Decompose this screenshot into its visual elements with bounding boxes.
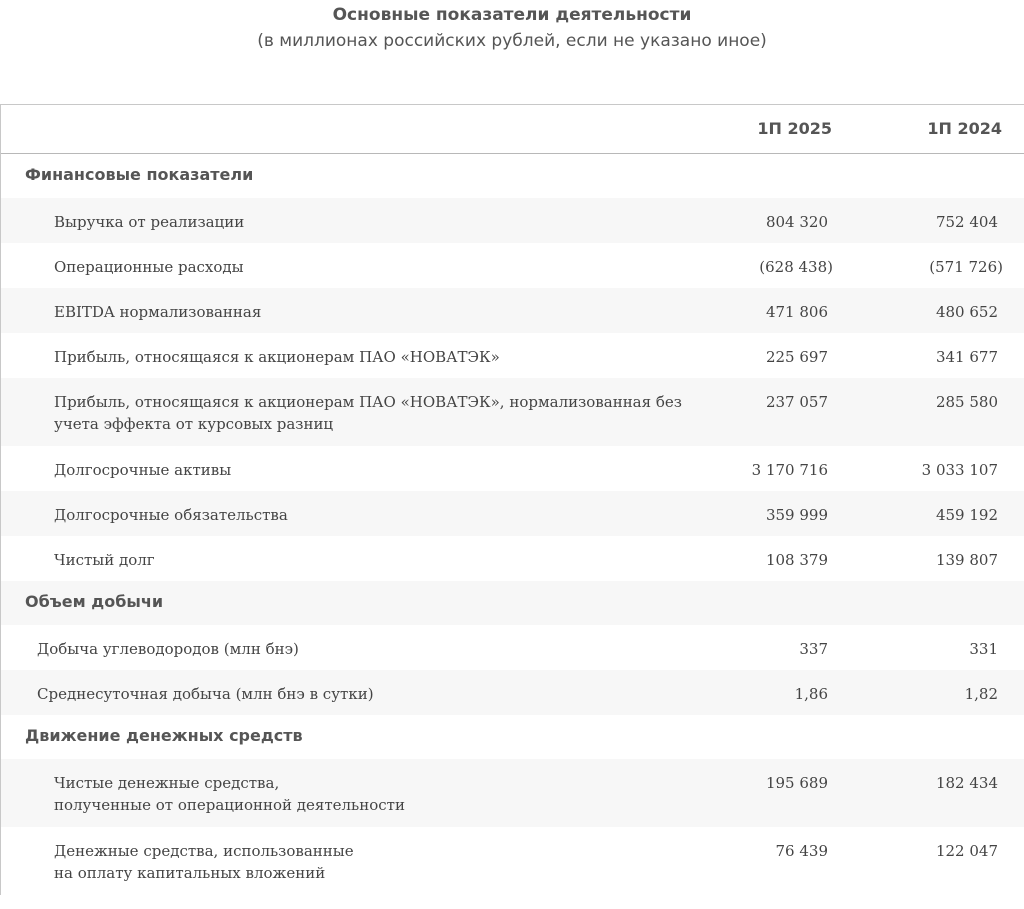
value-1p-2025: 76 439 — [775, 842, 828, 860]
value-1p-2024: 122 047 — [935, 842, 998, 860]
row-label — [54, 840, 694, 884]
row-label-line-1: Денежные средства, использованные — [54, 842, 354, 860]
row-label: Долгосрочные активы — [54, 461, 232, 479]
row-label — [54, 772, 694, 816]
page-title: Основные показатели деятельности — [332, 5, 692, 25]
table-row — [1, 625, 1024, 670]
table-row — [1, 378, 1024, 446]
table-row — [1, 491, 1024, 536]
section-header-production — [1, 581, 1024, 625]
value-1p-2024: 341 677 — [935, 348, 998, 366]
value-1p-2024: 285 580 — [935, 393, 998, 411]
table-header-row — [1, 105, 1024, 154]
row-label — [54, 391, 694, 435]
table-row — [1, 827, 1024, 895]
row-label: Операционные расходы — [54, 258, 244, 276]
row-label: Долгосрочные обязательства — [54, 506, 288, 524]
table-row — [1, 333, 1024, 378]
table-row — [1, 198, 1024, 243]
row-label-line-2: учета эффекта от курсовых разниц — [54, 415, 334, 433]
value-1p-2025: 3 170 716 — [751, 461, 828, 479]
section-header-financial — [1, 154, 1024, 198]
value-1p-2024: 459 192 — [935, 506, 998, 524]
section-title: Объем добычи — [25, 592, 164, 611]
value-1p-2024: 3 033 107 — [921, 461, 998, 479]
section-header-cash-flow — [1, 715, 1024, 759]
table-row — [1, 243, 1024, 288]
row-label-line-1: Прибыль, относящаяся к акционерам ПАО «НОВАТЭК», нормализованная без — [54, 393, 682, 411]
value-1p-2025: 359 999 — [765, 506, 828, 524]
column-header-1p-2025: 1П 2025 — [757, 119, 832, 138]
value-1p-2024: 331 — [969, 640, 998, 658]
section-title: Движение денежных средств — [25, 726, 303, 745]
table-row — [1, 288, 1024, 333]
page-subtitle: (в миллионах российских рублей, если не указано иное) — [257, 31, 767, 51]
row-label: EBITDA нормализованная — [54, 303, 262, 321]
value-1p-2024: 1,82 — [964, 685, 998, 703]
value-1p-2024: 182 434 — [935, 774, 998, 792]
row-label: Чистый долг — [54, 551, 155, 569]
row-label: Выручка от реализации — [54, 213, 245, 231]
value-1p-2025: 804 320 — [765, 213, 828, 231]
value-1p-2024: (571 726) — [929, 258, 1003, 276]
column-header-1p-2024: 1П 2024 — [927, 119, 1002, 138]
table-row — [1, 536, 1024, 581]
table-row — [1, 446, 1024, 491]
value-1p-2025: 1,86 — [794, 685, 828, 703]
value-1p-2025: 471 806 — [765, 303, 828, 321]
value-1p-2025: 225 697 — [765, 348, 828, 366]
row-label: Среднесуточная добыча (млн бнэ в сутки) — [37, 685, 374, 703]
row-label-line-2: полученные от операционной деятельности — [54, 796, 405, 814]
value-1p-2025: 195 689 — [765, 774, 828, 792]
row-label: Добыча углеводородов (млн бнэ) — [37, 640, 299, 658]
indicators-table — [0, 104, 1024, 895]
value-1p-2025: 108 379 — [765, 551, 828, 569]
section-title: Финансовые показатели — [25, 165, 254, 184]
row-label: Прибыль, относящаяся к акционерам ПАО «НОВАТЭК» — [54, 348, 500, 366]
value-1p-2025: 237 057 — [765, 393, 828, 411]
table-row — [1, 759, 1024, 827]
value-1p-2024: 752 404 — [935, 213, 998, 231]
row-label-line-1: Чистые денежные средства, — [54, 774, 280, 792]
row-label-line-2: на оплату капитальных вложений — [54, 864, 326, 882]
value-1p-2025: (628 438) — [759, 258, 833, 276]
value-1p-2025: 337 — [799, 640, 828, 658]
value-1p-2024: 480 652 — [935, 303, 998, 321]
value-1p-2024: 139 807 — [935, 551, 998, 569]
table-row — [1, 670, 1024, 715]
